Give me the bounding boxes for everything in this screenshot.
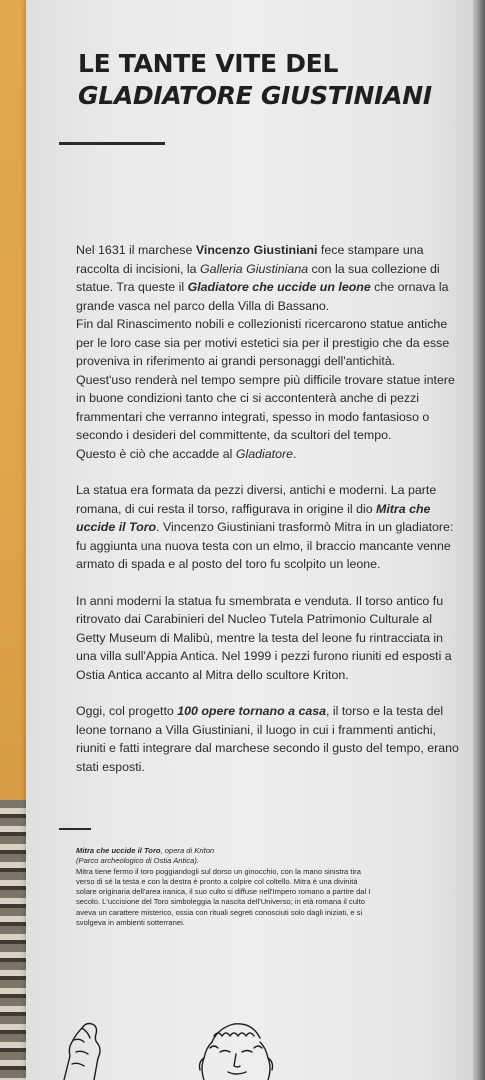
p1-text-g: che ornava la grande vasca nel parco della Villa di Bassano. [76,280,449,313]
p4-text-c: , il torso e la testa del leone tornano a Villa Giustiniani, il luogo in cui i frammenti antichi, riuniti e fatti integrare dal marchese secondo il gusto del tempo, erano stati esposti. [76,704,459,774]
title-divider [59,142,165,145]
p1-gladiatore-title: Gladiatore che uccide un leone [187,280,371,294]
sculpture-line-drawing-icon [54,1008,294,1080]
title-line-1: LE TANTE VITE DEL [78,49,339,78]
p1-galleria-title: Galleria Giustiniana [199,261,309,276]
caption-author: , opera di Kriton [160,846,215,855]
caption-divider [59,828,91,830]
paragraph-1 [76,241,460,463]
caption-title: Mitra che uccide il Toro [76,846,161,855]
caption-heading [76,846,376,856]
panel-right-edge [471,0,485,1080]
p1-gladiatore: Gladiatore [235,446,293,461]
paragraph-4 [76,702,460,776]
paragraph-3: In anni moderni la statua fu smembrata e venduta. Il torso antico fu ritrovato dai Carabinieri del Nucleo Tutela Patrimonio Culturale al Getty Museum di Malibù, mentre la testa del leone fu rintracciata in una villa sull'Appia Antica. Nel 1999 i pezzi furono riuniti ed esposti a Ostia Antica accanto al Mitra dello scultore Kriton. [76,593,452,682]
caption-location-text: (Parco archeologico di Ostia Antica). [76,856,199,866]
p1-text-h: Fin dal Rinascimento nobili e collezionisti ricercarono statue antiche per le loro case sia per motivi estetici sia per il prestigio che da esse proveniva in riferimento ai grandi personaggi dell'antichità. [76,317,450,368]
title-line-2: GLADIATORE GIUSTINIANI [78,81,432,110]
main-text [76,241,460,776]
page-title [78,48,458,112]
caption-body: Mitra tiene fermo il toro poggiandogli sul dorso un ginocchio, con la mano sinistra tira verso di sé la testa e con la destra è pronto a colpire col coltello. Mitra è una divinità solare originaria dell'area iranica, il suo culto si diffuse nell'Impero romano a partire dal I secolo. L'uccisione del Toro simboleggia la nascita dell'Universo; in età romana il culto aveva un carattere misterico, ossia con rituali segreti conosciuti solo dagli iniziati, e si svolgeva in ambienti sotterranei. [76,866,371,928]
p1-name-giustiniani: Vincenzo Giustiniani [195,243,318,257]
p1-text-c: fece stampare una raccolta di incisioni, la [76,243,424,276]
p4-project-title: 100 opere tornano a casa [177,704,327,718]
p4-text-a: Oggi, col progetto [76,704,178,718]
p2-text-c: . Vincenzo Giustiniani trasformò Mitra in un gladiatore: fu aggiunta una nuova testa con un elmo, il braccio mancante venne armato di spada e al posto del toro fu scolpito un leone. [76,520,454,571]
p1-text-i: Quest'uso renderà nel tempo sempre più difficile trovare statue intere in buone condizioni tanto che ci si accontenterà anche di pezzi frammentari che verranno integrati, spesso in modo fantasioso o secondo i desideri del committente, da scultori del tempo. [76,372,455,442]
p2-mitra-title: Mitra che uccide il Toro [76,501,431,534]
striped-shelf [0,800,26,1080]
p1-text-e: con la sua collezione di statue. Tra queste il [76,261,440,294]
image-caption [76,846,376,928]
orange-wall-strip [0,0,26,800]
paragraph-2 [76,481,460,574]
p1-text-j: Questo è ciò che accadde al [76,446,236,461]
p2-text-a: La statua era formata da pezzi diversi, antichi e moderni. La parte romana, di cui resta il torso, raffigurava in origine il dio [76,483,437,516]
p1-text-a: Nel 1631 il marchese [76,243,196,257]
info-panel [26,0,473,1080]
caption-location [76,856,376,866]
p1-text-l: . [292,446,297,461]
